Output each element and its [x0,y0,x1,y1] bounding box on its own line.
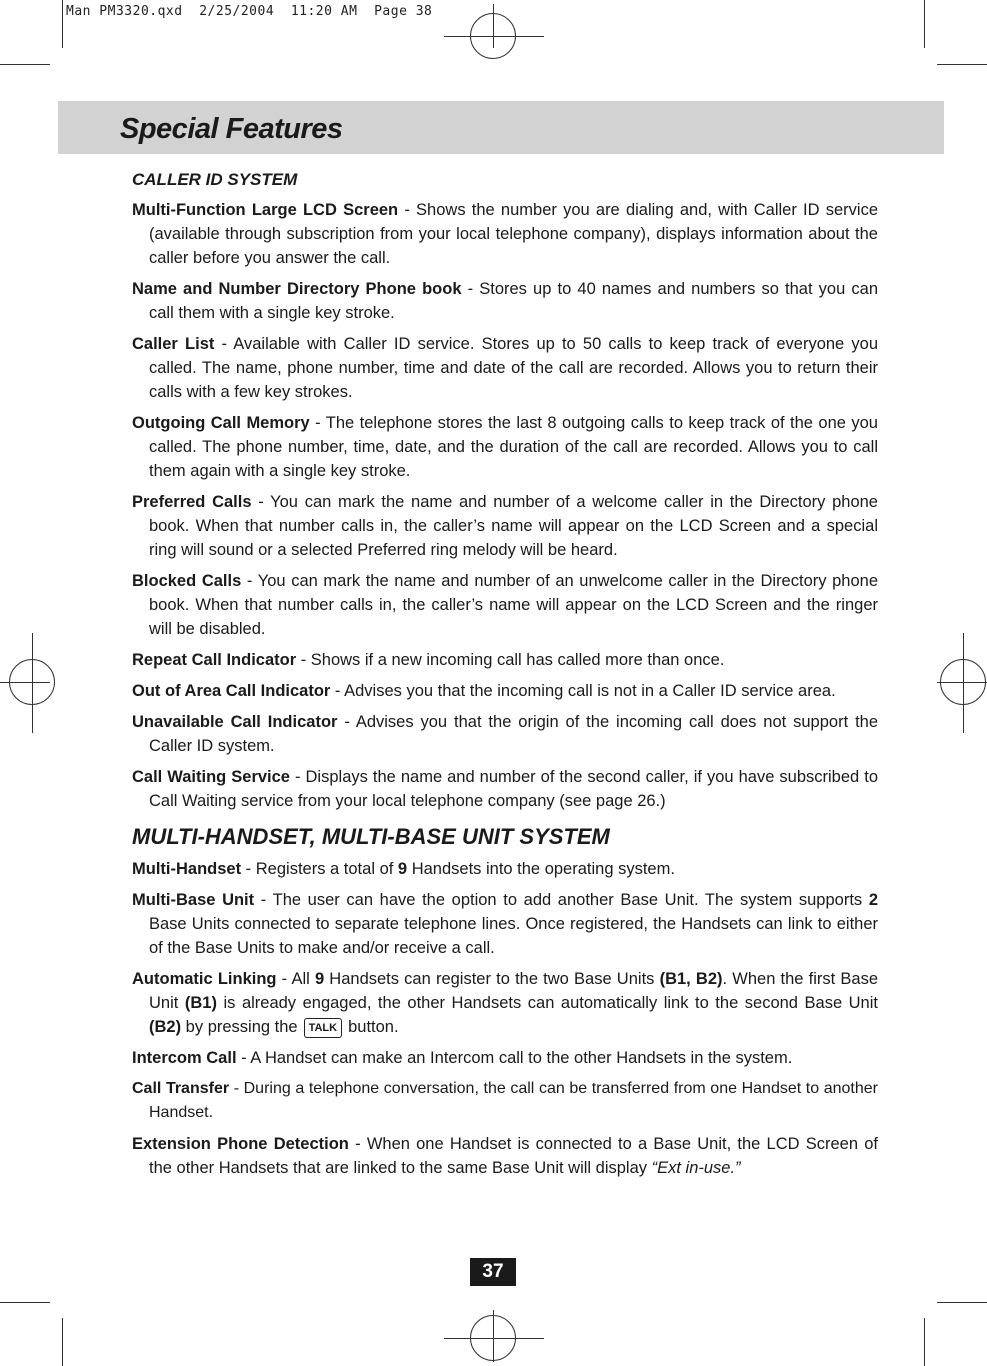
feature-term: Name and Number Directory Phone book [132,280,462,298]
feature-term: Caller List [132,335,215,353]
emphasis: (B2) [149,1018,182,1036]
feature-item [132,277,878,325]
crop-mark-top-right-h [937,64,987,65]
feature-term: Preferred Calls [132,493,252,511]
feature-term: Outgoing Call Memory [132,414,310,432]
feature-item [132,332,878,404]
page-title: Special Features [120,113,343,145]
feature-description: - You can mark the name and number of a welcome caller in the Directory phone book. When that number calls in, the caller’s name will appear on the LCD Screen and a special ring will sound or a selected Preferred ring melody will be heard. [149,493,878,559]
feature-item-extension [132,1132,878,1180]
feature-description: - Available with Caller ID service. Stores up to 50 calls to keep track of everyone you called. The name, phone number, time and date of the call are recorded. Allows you to return their calls with a few key strokes. [149,335,878,401]
feature-item [132,490,878,562]
feature-term: Call Transfer [132,1080,230,1097]
talk-key-icon: TALK [304,1018,343,1038]
feature-description: - The user can have the option to add another Base Unit. The system supports [254,891,869,909]
feature-description-end: Base Units connected to separate telephone lines. Once registered, the Handsets can link to either of the Base Units to make and/or receive a call. [149,915,878,957]
feature-term: Blocked Calls [132,572,242,590]
feature-description: - Shows the number you are dialing and, with Caller ID service (available through subscription from your local telephone company), displays information about the caller before you answer the call. [149,201,878,267]
feature-term: Extension Phone Detection [132,1135,349,1153]
text-segment: Handsets can register to the two Base Units [324,970,660,988]
feature-description: - A Handset can make an Intercom call to the other Handsets in the system. [236,1049,793,1067]
feature-item-multi-handset [132,857,878,881]
registration-line-bottom-h [444,1338,544,1339]
page-content [132,168,878,1187]
feature-description: - Registers a total of [241,860,398,878]
feature-description: - Advises you that the origin of the incoming call does not support the Caller ID system. [149,713,879,755]
registration-line-left-v [32,633,33,733]
feature-item-auto-link [132,967,878,1039]
registration-line-bottom-v [493,1310,494,1362]
feature-description: - Advises you that the incoming call is not in a Caller ID service area. [330,682,836,700]
lcd-message: “Ext in-use.” [651,1159,741,1177]
feature-item-multi-base [132,888,878,960]
feature-term: Multi-Function Large LCD Screen [132,201,399,219]
feature-item [132,710,878,758]
emphasis: (B1, B2) [659,970,723,988]
registration-line-right-v [963,633,964,733]
file-slug: Man PM3320.qxd 2/25/2004 11:20 AM Page 38 [66,4,433,19]
handset-count: 9 [397,860,408,878]
registration-line-right-h [937,682,987,683]
base-count: 2 [868,891,878,909]
crop-mark-bottom-left-v [62,1318,63,1366]
text-segment: button. [348,1018,399,1036]
text-segment: by pressing the [181,1018,298,1036]
crop-mark-top-right-v [924,0,925,48]
feature-description: - During a telephone conversation, the call can be transferred from one Handset to another Handset. [149,1080,878,1121]
feature-description: - Displays the name and number of the second caller, if you have subscribed to Call Waiting service from your local telephone company (see page 26.) [149,768,878,810]
feature-item [132,569,878,641]
feature-term: Multi-Handset [132,860,242,878]
feature-description: - Shows if a new incoming call has called more than once. [296,651,725,669]
emphasis: 9 [314,970,325,988]
feature-term: Unavailable Call Indicator [132,713,338,731]
feature-description: - The telephone stores the last 8 outgoing calls to keep track of the one you called. The phone number, time, date, and the duration of the call are recorded. Allows you to call them again with a single key stroke. [149,414,878,480]
feature-description: - Stores up to 40 names and numbers so that you can call them with a single key stroke. [149,280,878,322]
feature-term: Automatic Linking [132,970,277,988]
section-heading-multi-handset: MULTI-HANDSET, MULTI-BASE UNIT SYSTEM [132,824,610,849]
feature-term: Out of Area Call Indicator [132,682,331,700]
text-segment: is already engaged, the other Handsets can automatically link to the second Base Unit [216,994,878,1012]
crop-mark-bottom-right-h [937,1302,987,1303]
feature-item [132,679,878,703]
feature-description-end: Handsets into the operating system. [407,860,675,878]
feature-term: Call Waiting Service [132,768,290,786]
feature-item-transfer [132,1077,878,1125]
text-segment: . When the first Base Unit [149,970,879,1012]
feature-term: Intercom Call [132,1049,237,1067]
text-segment: - All [276,970,315,988]
feature-item [132,648,878,672]
feature-item [132,198,878,270]
feature-description: - When one Handset is connected to a Base Unit, the LCD Screen of the other Handsets that are linked to the same Base Unit will display [149,1135,879,1177]
page-number: 37 [470,1258,516,1286]
registration-line-top-v [493,4,494,48]
feature-description: - You can mark the name and number of an unwelcome caller in the Directory phone book. When that number calls in, the caller’s name will appear on the LCD Screen and the ringer will be disabled. [149,572,879,638]
title-bar [58,101,944,154]
section-heading-caller-id: CALLER ID SYSTEM [132,170,298,189]
registration-line-left-h [0,682,50,683]
crop-mark-top-left-h [0,64,50,65]
emphasis: (B1) [184,994,217,1012]
feature-term: Repeat Call Indicator [132,651,297,669]
crop-mark-top-left-v [62,0,63,48]
registration-line-top-h [444,36,544,37]
crop-mark-bottom-left-h [0,1302,50,1303]
feature-item [132,411,878,483]
feature-item [132,765,878,813]
feature-item-intercom [132,1046,878,1070]
crop-mark-bottom-right-v [924,1318,925,1366]
feature-term: Multi-Base Unit [132,891,255,909]
